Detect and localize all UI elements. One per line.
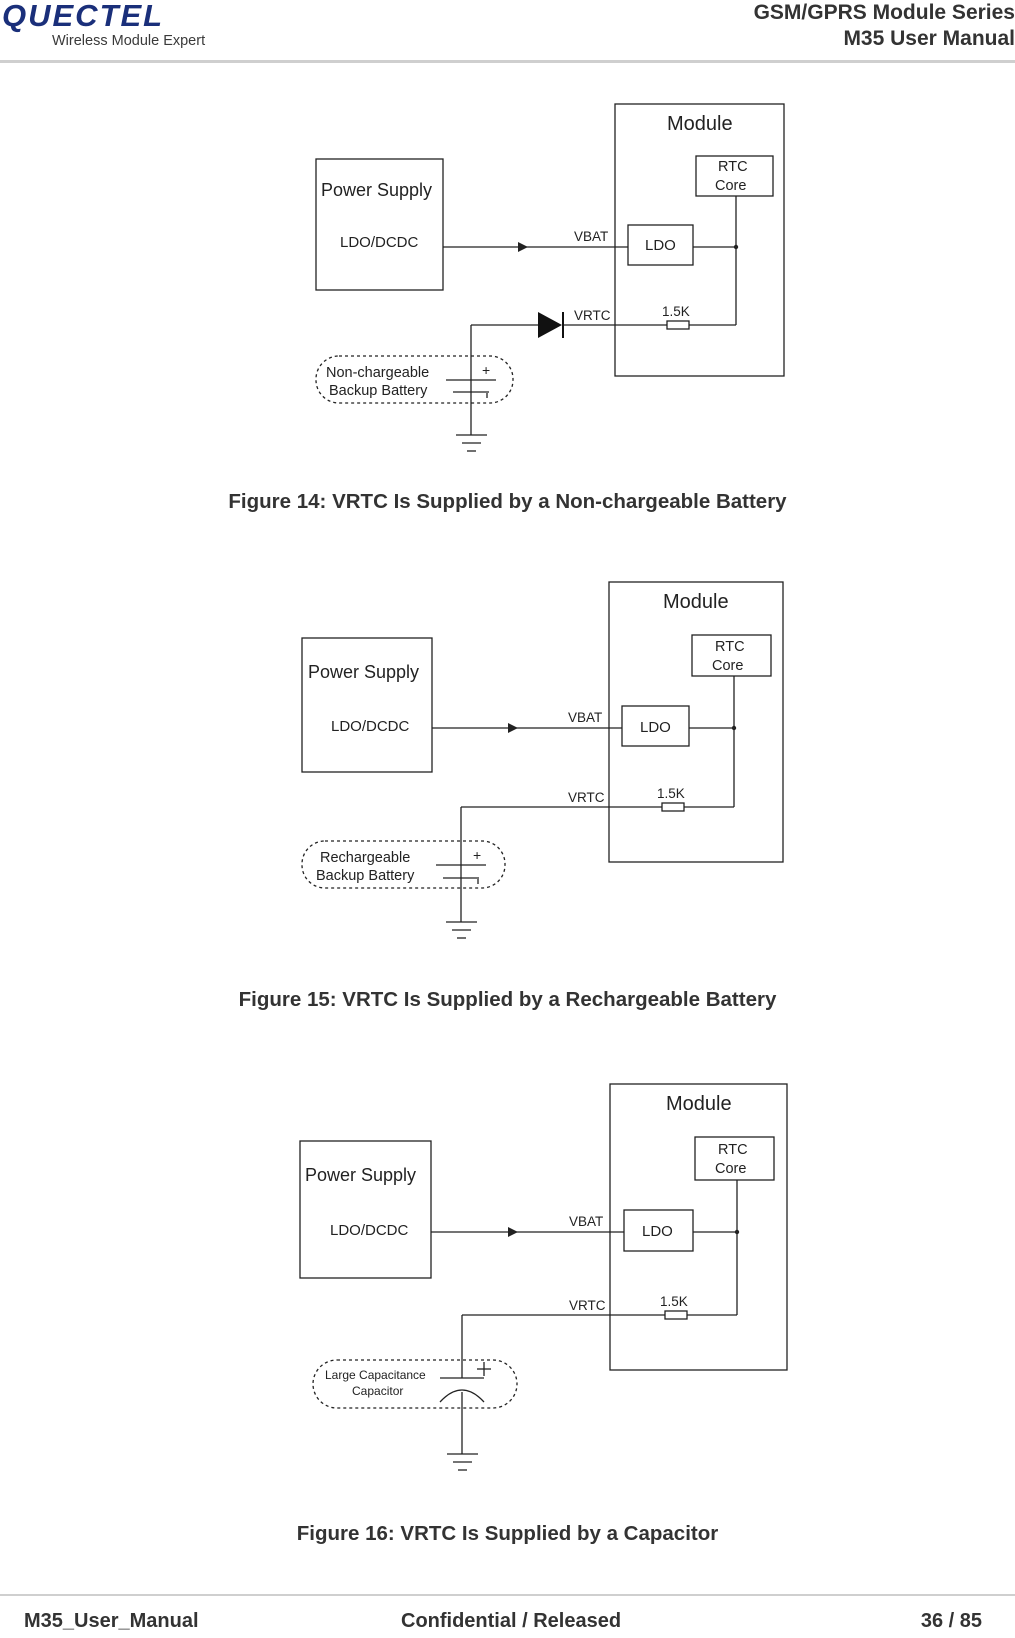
vrtc-label: VRTC (568, 790, 605, 805)
diode-icon (538, 312, 562, 338)
figure-caption: Figure 15: VRTC Is Supplied by a Rechargeable Battery (238, 988, 777, 1011)
module-label: Module (667, 113, 733, 135)
figure-14 (0, 0, 1015, 520)
ldo-label: LDO (645, 237, 676, 254)
resistor-label: 1.5K (662, 304, 690, 319)
resistor-1-5k (662, 803, 684, 811)
footer-divider (0, 1594, 1015, 1596)
ldo-dcdc-label: LDO/DCDC (331, 718, 410, 735)
header-series: GSM/GPRS Module Series (753, 1, 1015, 24)
power-supply-box (316, 159, 443, 290)
ldo-label: LDO (642, 1223, 673, 1240)
header-manual: M35 User Manual (843, 27, 1015, 50)
logo-tagline: Wireless Module Expert (52, 33, 206, 49)
resistor-label: 1.5K (660, 1294, 688, 1309)
figure-15-diagram (0, 560, 1015, 1000)
source-label-line2: Backup Battery (329, 383, 428, 399)
figure-16 (0, 1060, 1015, 1570)
rtc-label-line1: RTC (718, 159, 748, 175)
figure-caption: Figure 14: VRTC Is Supplied by a Non-chargeable Battery (228, 490, 787, 513)
resistor-label: 1.5K (657, 786, 685, 801)
rtc-label-line1: RTC (715, 639, 745, 655)
source-label-line1: Non-chargeable (326, 365, 430, 381)
power-supply-label: Power Supply (305, 1165, 417, 1185)
vbat-arrow (508, 723, 518, 733)
ldo-dcdc-label: LDO/DCDC (330, 1222, 409, 1239)
rtc-label-line2: Core (715, 1161, 747, 1177)
junction-dot (735, 1230, 739, 1234)
source-label-line1: Large Capacitance (325, 1368, 426, 1382)
source-label-line2: Backup Battery (316, 868, 415, 884)
junction-dot (732, 726, 736, 730)
power-supply-box (302, 638, 432, 772)
footer-page-number: 36 / 85 (920, 1610, 982, 1632)
junction-dot (734, 245, 738, 249)
footer-doc-name: M35_User_Manual (24, 1610, 199, 1632)
module-box (609, 582, 783, 862)
rtc-label-line1: RTC (718, 1142, 748, 1158)
vbat-arrow (508, 1227, 518, 1237)
vbat-label: VBAT (569, 1214, 604, 1229)
module-label: Module (666, 1093, 732, 1115)
source-label-line1: Rechargeable (320, 850, 411, 866)
resistor-1-5k (665, 1311, 687, 1319)
vrtc-label: VRTC (574, 308, 611, 323)
module-box (610, 1084, 787, 1370)
figure-14-diagram (0, 0, 1015, 520)
power-supply-box (300, 1141, 431, 1278)
ldo-label: LDO (640, 719, 671, 736)
source-label-line2: Capacitor (352, 1384, 404, 1398)
resistor-1-5k (667, 321, 689, 329)
logo-wordmark: QUECTEL (2, 0, 165, 33)
figure-15 (0, 560, 1015, 1030)
footer-classification: Confidential / Released (401, 1610, 622, 1632)
plus-sign: + (482, 362, 491, 378)
module-box (615, 104, 784, 376)
rtc-label-line2: Core (715, 178, 747, 194)
figure-16-diagram (0, 1060, 1015, 1500)
power-supply-label: Power Supply (308, 662, 420, 682)
vbat-arrow (518, 242, 528, 252)
module-label: Module (663, 591, 729, 613)
power-supply-label: Power Supply (321, 180, 433, 200)
figure-caption: Figure 16: VRTC Is Supplied by a Capacitor (296, 1522, 719, 1545)
rtc-label-line2: Core (712, 658, 744, 674)
vbat-label: VBAT (574, 229, 609, 244)
vbat-label: VBAT (568, 710, 603, 725)
vrtc-label: VRTC (569, 1298, 606, 1313)
plus-sign: + (473, 847, 482, 863)
ldo-dcdc-label: LDO/DCDC (340, 234, 419, 251)
